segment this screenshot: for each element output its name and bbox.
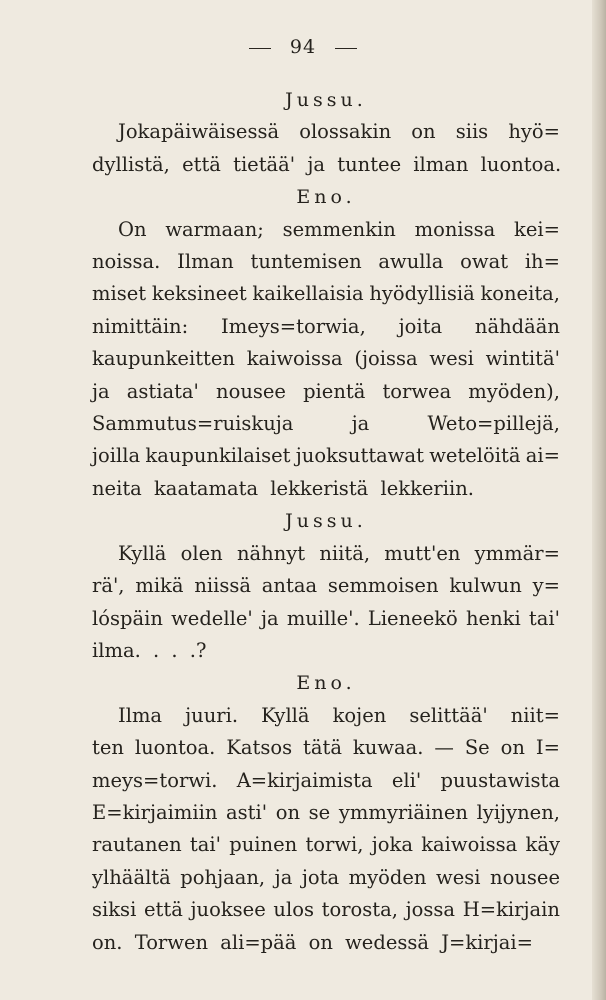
speaker-name: Jussu. xyxy=(285,510,367,533)
text-line: dyllistä, että tietää' ja tuntee ilman luontoa. xyxy=(92,152,562,176)
text-line: Kyllä olen nähnyt niitä, mutt'en ymmär= xyxy=(118,541,560,565)
speaker-name: Eno. xyxy=(296,672,356,695)
header-dash-right xyxy=(335,48,357,49)
text-line: ten luontoa. Katsos tätä kuwaa. — Se on I= xyxy=(92,736,560,760)
text-line: lóspäin wedelle' ja muille'. Lieneekö henki tai' xyxy=(92,606,560,630)
text-line: meys=torwi. A=kirjaimista eli' puustawista xyxy=(92,768,560,792)
text-line: Sammutus=ruiskuja ja Weto=pillejä, xyxy=(92,412,560,436)
text-line: neita kaatamata lekkeristä lekkeriin. xyxy=(92,476,474,500)
text-line: rä', mikä niissä antaa semmoisen kulwun y= xyxy=(92,574,560,598)
text-line: Ilma juuri. Kyllä kojen selittää' niit= xyxy=(118,703,560,727)
page-number: 94 xyxy=(289,36,317,58)
header-dash-left xyxy=(249,48,271,49)
text-line: Jokapäiwäisessä olossakin on siis hyö= xyxy=(118,120,560,144)
body-text xyxy=(92,84,560,959)
text-line: kaupunkeitten kaiwoissa (joissa wesi wintitä' xyxy=(92,347,560,371)
text-line: noissa. Ilman tuntemisen awulla owat ih= xyxy=(92,250,560,274)
text-line: siksi että juoksee ulos torosta, jossa H=kirjain xyxy=(92,898,560,922)
text-line: miset keksineet kaikellaisia hyödyllisiä koneita, xyxy=(92,282,560,306)
speaker-name: Eno. xyxy=(296,186,356,209)
text-line: E=kirjaimiin asti' on se ymmyriäinen lyijynen, xyxy=(92,800,560,824)
text-line: nimittäin: Imeys=torwia, joita nähdään xyxy=(92,314,560,338)
text-line: ja astiata' nousee pientä torwea myöden), xyxy=(92,379,560,403)
text-line: rautanen tai' puinen torwi, joka kaiwoissa käy xyxy=(92,833,560,857)
text-line: ilma. . . .? xyxy=(92,638,207,662)
page-spine-shadow xyxy=(592,0,606,1000)
text-line: joilla kaupunkilaiset juoksuttawat wetelöitä ai= xyxy=(92,444,560,468)
text-line: On warmaan; semmenkin monissa kei= xyxy=(118,217,560,241)
page-header xyxy=(0,36,606,58)
speaker-name: Jussu. xyxy=(285,89,367,111)
text-line: ylhäältä pohjaan, ja jota myöden wesi nousee xyxy=(92,865,560,889)
text-line: on. Torwen ali=pää on wedessä J=kirjai= xyxy=(92,930,533,954)
